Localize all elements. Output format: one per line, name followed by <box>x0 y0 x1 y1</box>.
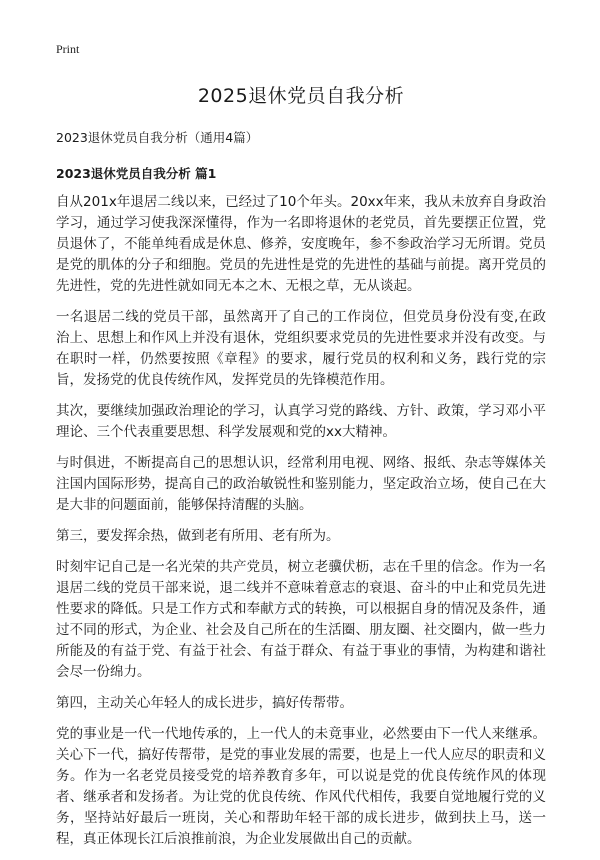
document-page <box>56 42 546 860</box>
print-link[interactable]: Print <box>56 42 80 56</box>
paragraph-3: 其次，要继续加强政治理论的学习，认真学习党的路线、方针、政策，学习邓小平理论、三个代表重要思想、科学发展观和党的xx大精神。 <box>56 403 546 440</box>
paragraph-5: 第三，要发挥余热，做到老有所用、老有所为。 <box>56 528 340 544</box>
paragraph-7: 第四，主动关心年轻人的成长进步，搞好传帮带。 <box>56 695 353 711</box>
document-subtitle: 2023退休党员自我分析（通用4篇） <box>56 130 259 145</box>
paragraph-2: 一名退居二线的党员干部，虽然离开了自己的工作岗位，但党员身份没有变,在政治上、思想上和作风上并没有退休，党组织要求党员的先进性要求并没有改变。与在职时一样，仍然要按照《章程》的要求，履行党员的权利和义务，践行党的宗旨，发扬党的优良传统作风，发挥党员的先锋模范作用。 <box>56 309 546 388</box>
document-title: 2025退休党员自我分析 <box>197 85 405 107</box>
paragraph-6: 时刻牢记自己是一名光荣的共产党员，树立老骥伏枥，志在千里的信念。作为一名退居二线的党员干部来说，退二线并不意味着意志的衰退、奋斗的中止和党员先进性要求的降低。只是工作方式和奉献方式的转换，可以根据自身的情况及条件，通过不同的形式，为企业、社会及自己所在的生活圈、朋友圈、社交圈内，做一些力所能及的有益于党、有益于社会、有益于群众、有益于事业的事情，为构建和谐社会尽一份绵力。 <box>56 559 546 680</box>
paragraph-1: 自从201x年退居二线以来，已经过了10个年头。20xx年来，我从未放弃自身政治学习，通过学习使我深深懂得，作为一名即将退休的老党员，首先要摆正位置，党员退休了，不能单纯看成是休息、修养，安度晚年，参不参政治学习无所谓。党员是党的肌体的分子和细胞。党员的先进性是党的先进性的基础与前提。离开党员的先进性，党的先进性就如同无本之木、无根之草，无从谈起。 <box>56 194 546 294</box>
section-heading: 2023退休党员自我分析 篇1 <box>56 166 217 181</box>
paragraph-8: 党的事业是一代一代地传承的，上一代人的未竟事业，必然要由下一代人来继承。关心下一代，搞好传帮带，是党的事业发展的需要，也是上一代人应尽的职责和义务。作为一名老党员接受党的培养教育多年，可以说是党的优良传统作风的体现者、继承者和发扬者。为让党的优良传统、作风代代相传，我要自觉地履行党的义务，坚持站好最后一班岗，关心和帮助年轻干部的成长进步，做到扶上马，送一程，真正体现长江后浪推前浪，为企业发展做出自己的贡献。 <box>56 726 546 847</box>
paragraph-4: 与时俱进，不断提高自己的思想认识，经常利用电视、网络、报纸、杂志等媒体关注国内国际形势，提高自己的政治敏锐性和鉴别能力，坚定政治立场，使自己在大是大非的问题面前，能够保持清醒的头脑。 <box>56 455 546 513</box>
